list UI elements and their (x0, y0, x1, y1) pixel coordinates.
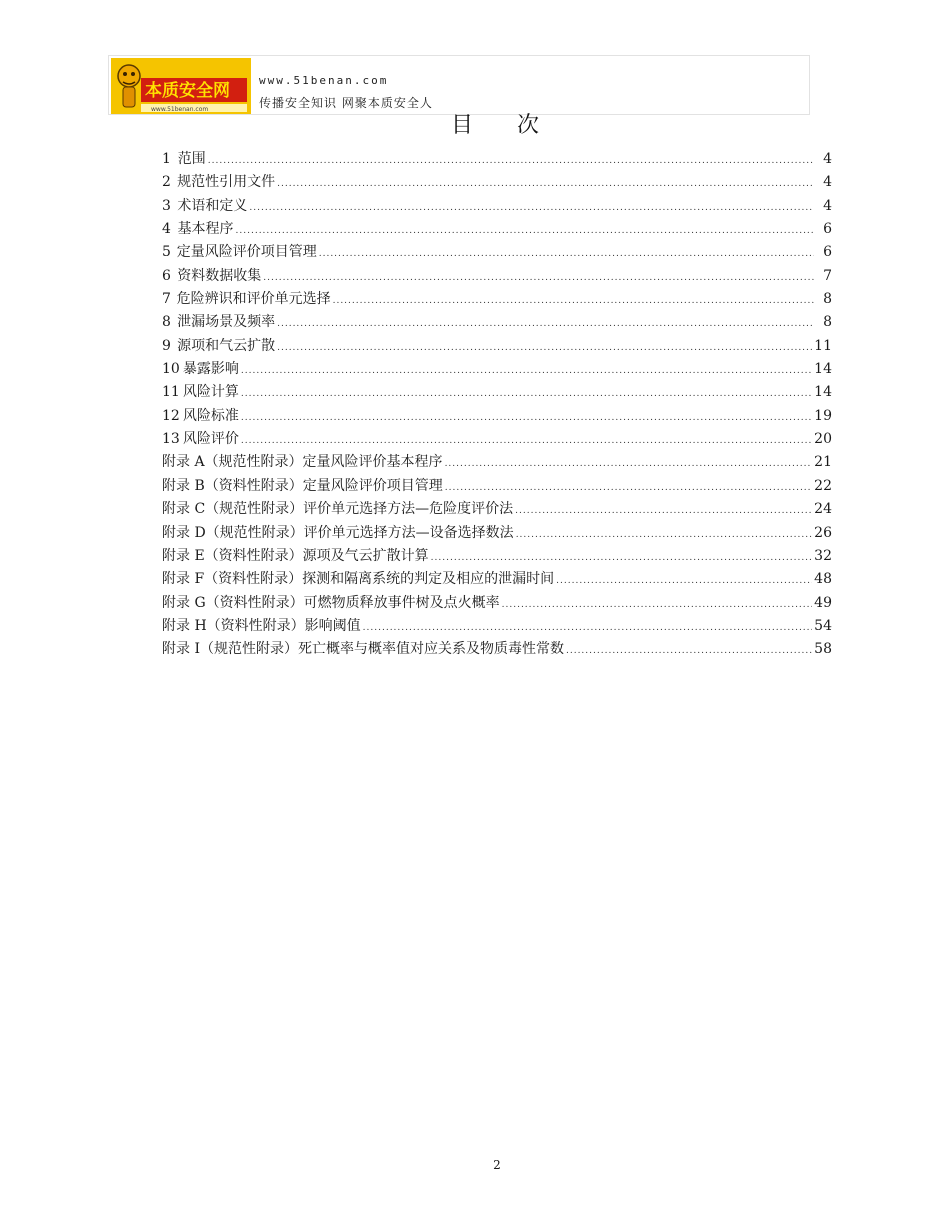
toc-dot-leader (445, 477, 812, 500)
logo-text: 本质安全网 (145, 81, 230, 101)
toc-entry-title: 基本程序 (177, 221, 234, 238)
toc-entry-page: 7 (823, 267, 832, 284)
toc-dot-leader (241, 407, 812, 430)
toc-entry[interactable] (162, 615, 832, 638)
toc-entry-number: 11 (162, 384, 180, 401)
toc-entry[interactable] (162, 218, 832, 241)
toc-entry-title: 定量风险评价项目管理 (176, 244, 317, 261)
toc-entry[interactable] (162, 428, 832, 451)
toc-dot-leader (502, 594, 813, 617)
toc-entry-title: 资料数据收集 (177, 267, 262, 284)
toc-entry[interactable] (162, 148, 832, 171)
toc-dot-leader (249, 197, 814, 220)
toc-entry-title: 规范性引用文件 (177, 174, 276, 191)
toc-entry[interactable] (162, 288, 832, 311)
toc-dot-leader (277, 313, 814, 336)
toc-entry-page: 54 (814, 617, 832, 634)
toc-entry-number: 9 (162, 337, 171, 354)
toc-entry-number: 1 (162, 151, 171, 167)
toc-entry[interactable] (162, 405, 832, 428)
toc-dot-leader (556, 570, 812, 593)
logo-subtext: www.51benan.com (151, 106, 209, 113)
toc-entry-number: 10 (162, 361, 180, 378)
toc-entry-number: 3 (162, 197, 171, 214)
toc-entry-number: 8 (162, 314, 171, 331)
toc-entry-title: 附录 C（规范性附录）评价单元选择方法—危险度评价法 (162, 501, 514, 518)
toc-entry-page: 8 (823, 291, 832, 308)
table-of-contents (162, 148, 832, 662)
toc-dot-leader (208, 150, 814, 173)
toc-entry-page: 4 (823, 197, 832, 214)
toc-dot-leader (319, 243, 814, 266)
toc-dot-leader (445, 453, 813, 476)
site-logo (111, 58, 251, 114)
toc-entry-title: 风险计算 (182, 384, 239, 401)
toc-entry-title: 泄漏场景及频率 (177, 314, 276, 331)
toc-entry-number: 7 (162, 291, 171, 308)
toc-entry-number: 12 (162, 407, 180, 424)
toc-entry-title: 范围 (177, 151, 206, 167)
toc-dot-leader (241, 430, 812, 453)
toc-entry-page: 14 (814, 384, 832, 401)
toc-entry-page: 22 (814, 477, 832, 494)
toc-entry[interactable] (162, 171, 832, 194)
toc-entry-title: 术语和定义 (177, 197, 248, 214)
toc-dot-leader (236, 220, 814, 243)
toc-dot-leader (566, 640, 812, 663)
toc-dot-leader (516, 524, 812, 547)
toc-entry-page: 6 (823, 244, 832, 261)
toc-entry-title: 附录 I（规范性附录）死亡概率与概率值对应关系及物质毒性常数 (162, 641, 564, 658)
toc-dot-leader (263, 267, 814, 290)
toc-entry-page: 4 (823, 174, 832, 191)
toc-dot-leader (241, 360, 812, 383)
toc-entry-title: 风险评价 (182, 431, 239, 448)
toc-entry[interactable] (162, 475, 832, 498)
toc-entry[interactable] (162, 358, 832, 381)
toc-dot-leader (363, 617, 813, 640)
toc-entry-number: 5 (162, 244, 171, 261)
toc-entry[interactable] (162, 522, 832, 545)
toc-entry[interactable] (162, 381, 832, 404)
toc-entry-title: 暴露影响 (182, 361, 239, 378)
toc-dot-leader (241, 383, 812, 406)
toc-entry[interactable] (162, 638, 832, 661)
toc-entry[interactable] (162, 545, 832, 568)
toc-entry[interactable] (162, 592, 832, 615)
site-slogan: 传播安全知识 网聚本质安全人 (259, 96, 433, 110)
toc-entry-page: 6 (823, 221, 832, 238)
toc-dot-leader (431, 547, 813, 570)
toc-entry-page: 20 (814, 431, 832, 448)
toc-entry-page: 24 (814, 501, 832, 518)
toc-entry-page: 26 (814, 524, 832, 541)
toc-entry[interactable] (162, 241, 832, 264)
toc-dot-leader (333, 290, 814, 313)
toc-entry-title: 附录 F（资料性附录）探测和隔离系统的判定及相应的泄漏时间 (162, 571, 555, 588)
toc-entry-page: 14 (814, 361, 832, 378)
site-url: www.51benan.com (259, 74, 389, 87)
toc-entry-title: 危险辨识和评价单元选择 (176, 291, 331, 308)
toc-entry-number: 2 (162, 174, 171, 191)
toc-entry-title: 附录 H（资料性附录）影响阈值 (162, 617, 361, 634)
toc-entry-title: 附录 D（规范性附录）评价单元选择方法—设备选择数法 (162, 524, 514, 541)
toc-dot-leader (515, 500, 812, 523)
toc-heading: 目 次 (450, 113, 539, 138)
toc-entry[interactable] (162, 498, 832, 521)
toc-entry-page: 8 (823, 314, 832, 331)
toc-dot-leader (277, 337, 812, 360)
toc-entry-page: 48 (814, 571, 832, 588)
toc-entry-page: 58 (814, 641, 832, 658)
toc-entry-page: 21 (814, 454, 832, 471)
toc-entry-page: 32 (814, 547, 832, 564)
toc-entry[interactable] (162, 568, 832, 591)
toc-entry-page: 19 (814, 407, 832, 424)
toc-entry-page: 11 (814, 337, 832, 354)
toc-entry[interactable] (162, 195, 832, 218)
toc-entry[interactable] (162, 311, 832, 334)
toc-entry-page: 4 (823, 151, 832, 167)
toc-entry-title: 附录 G（资料性附录）可燃物质释放事件树及点火概率 (162, 594, 500, 611)
toc-entry-number: 6 (162, 267, 171, 284)
toc-entry-title: 风险标准 (182, 407, 239, 424)
toc-entry-page: 49 (814, 594, 832, 611)
toc-entry-number: 4 (162, 221, 171, 238)
toc-entry-title: 源项和气云扩散 (177, 337, 276, 354)
toc-entry[interactable] (162, 335, 832, 358)
site-banner (108, 55, 810, 115)
toc-entry-title: 附录 E（资料性附录）源项及气云扩散计算 (162, 547, 429, 564)
toc-entry-title: 附录 A（规范性附录）定量风险评价基本程序 (162, 454, 443, 471)
toc-entry-title: 附录 B（资料性附录）定量风险评价项目管理 (162, 477, 443, 494)
toc-entry[interactable] (162, 265, 832, 288)
page-number: 2 (493, 1158, 501, 1172)
toc-entry-number: 13 (162, 431, 180, 448)
toc-entry[interactable] (162, 451, 832, 474)
toc-dot-leader (277, 173, 814, 196)
